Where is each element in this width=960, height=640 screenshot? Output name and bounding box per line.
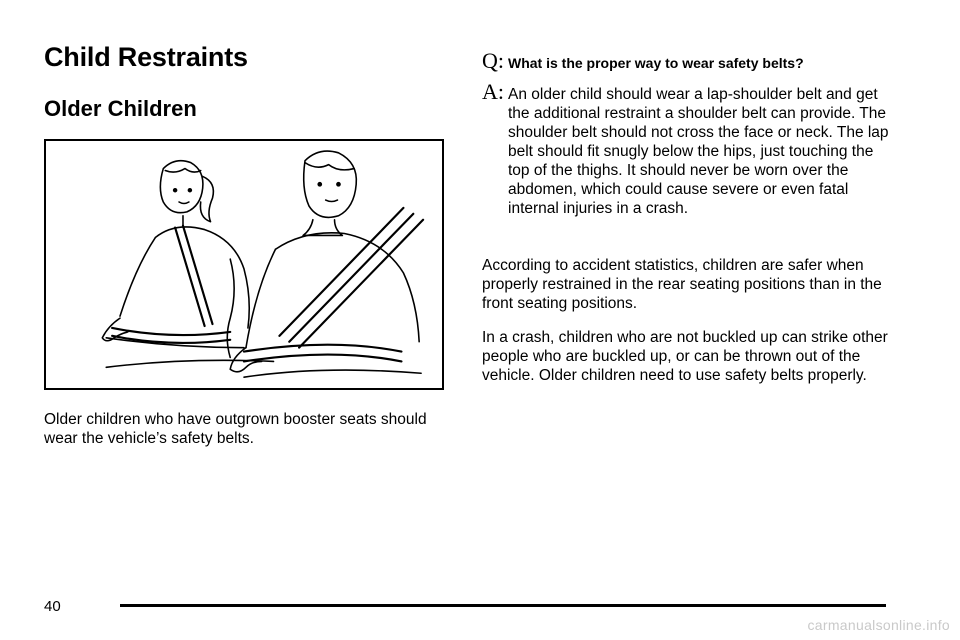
- answer-text: An older child should wear a lap-shoulder belt and get the additional restraint a shoulder belt can provide. The shoulder belt should not cross the face or neck. The lap belt should fit snugly below the hips, just touching the top of the thighs. It should never be worn over the abdomen, which could cause severe or even fatal internal injuries in a crash.: [508, 86, 889, 217]
- section-title: Older Children: [44, 96, 197, 121]
- girl-seat-belt: [112, 226, 230, 343]
- page-title: Child Restraints: [44, 42, 248, 72]
- answer-marker: A:: [482, 79, 504, 104]
- children-seatbelt-illustration: [44, 139, 444, 390]
- statistics-paragraph: According to accident statistics, children are safer when properly restrained in the rear seating positions than in the front seating positions.: [482, 257, 882, 312]
- crash-paragraph: In a crash, children who are not buckled up can strike other people who are buckled up, or can be thrown out of the vehicle. Older children need to use safety belts properly.: [482, 329, 888, 384]
- question-text: What is the proper way to wear safety belts?: [508, 55, 804, 71]
- intro-paragraph: Older children who have outgrown booster seats should wear the vehicle’s safety belts.: [44, 411, 427, 447]
- page-number: 40: [44, 598, 61, 615]
- footer-divider: [120, 604, 886, 607]
- watermark-text: carmanualsonline.info: [807, 617, 950, 633]
- boy-seat-belt: [244, 208, 423, 362]
- boy-figure: [230, 151, 421, 377]
- illustration-drawing: [46, 141, 442, 388]
- question-marker: Q:: [482, 48, 504, 73]
